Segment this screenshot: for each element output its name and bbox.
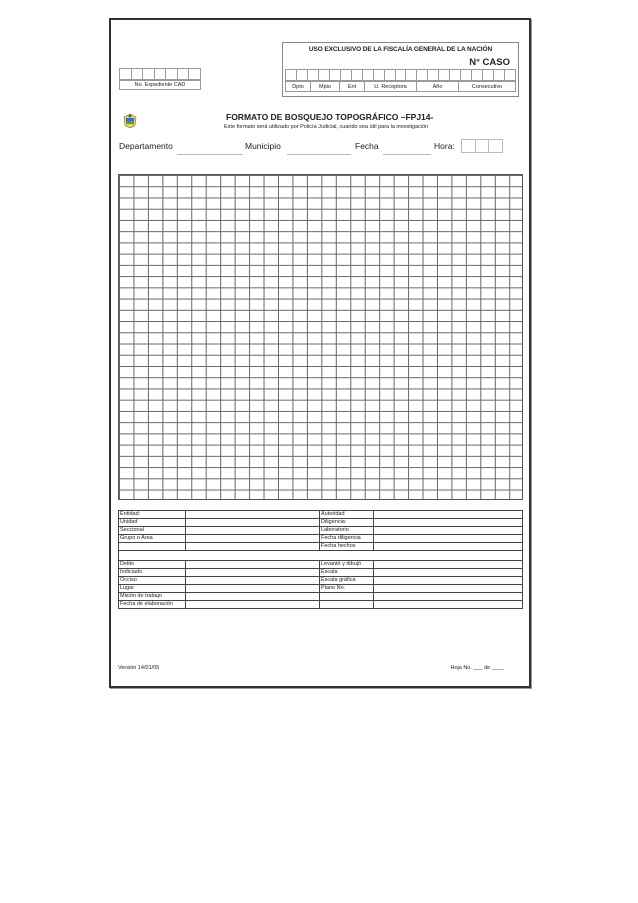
entry-cell[interactable] bbox=[186, 577, 320, 585]
row-label bbox=[320, 601, 374, 609]
form-title: FORMATO DE BOSQUEJO TOPOGRÁFICO –FPJ14- bbox=[226, 112, 434, 122]
entry-cell[interactable] bbox=[374, 527, 523, 535]
row-label: Seccional bbox=[119, 527, 186, 535]
hora-cells[interactable] bbox=[461, 139, 503, 153]
digit-cell[interactable] bbox=[329, 69, 340, 81]
hora-cell[interactable] bbox=[488, 139, 503, 153]
entry-cell[interactable] bbox=[186, 527, 320, 535]
version-label: Versión 14/01/05 bbox=[118, 665, 160, 671]
row-label: Occiso bbox=[119, 577, 186, 585]
row-label: Escala gráfica bbox=[320, 577, 374, 585]
digit-cell[interactable] bbox=[154, 68, 166, 80]
digit-cell[interactable] bbox=[482, 69, 493, 81]
row-label: Levantó y dibujó bbox=[320, 561, 374, 569]
digit-cell[interactable] bbox=[373, 69, 384, 81]
caso-field-labels bbox=[285, 81, 516, 92]
row-label: Grupo o Area bbox=[119, 535, 186, 543]
entry-cell[interactable] bbox=[186, 585, 320, 593]
field-label-u-receptora: U. Receptora bbox=[364, 81, 416, 92]
row-label: Fecha hechos bbox=[320, 543, 374, 551]
row-label: Laboratorio bbox=[320, 527, 374, 535]
entry-cell[interactable] bbox=[374, 511, 523, 519]
entry-cell[interactable] bbox=[374, 543, 523, 551]
sketch-grid[interactable] bbox=[118, 174, 523, 500]
fecha-field[interactable] bbox=[383, 154, 431, 155]
row-label: Unidad bbox=[119, 519, 186, 527]
fiscalia-box bbox=[282, 42, 519, 97]
digit-cell[interactable] bbox=[438, 69, 449, 81]
row-label: Fecha de elaboración bbox=[119, 601, 186, 609]
table-row bbox=[119, 543, 523, 551]
hora-cell[interactable] bbox=[461, 139, 475, 153]
row-label: Delito bbox=[119, 561, 186, 569]
form-sheet bbox=[109, 18, 531, 688]
info-table bbox=[118, 510, 523, 609]
table-row bbox=[119, 527, 523, 535]
entry-cell[interactable] bbox=[374, 585, 523, 593]
entry-cell[interactable] bbox=[186, 561, 320, 569]
digit-cell[interactable] bbox=[362, 69, 373, 81]
municipio-label: Municipio bbox=[245, 141, 281, 151]
digit-cell[interactable] bbox=[384, 69, 395, 81]
entry-cell[interactable] bbox=[186, 535, 320, 543]
fecha-label: Fecha bbox=[355, 141, 379, 151]
digit-cell[interactable] bbox=[165, 68, 177, 80]
departamento-field[interactable] bbox=[177, 154, 243, 155]
digit-cell[interactable] bbox=[504, 69, 516, 81]
table-row bbox=[119, 511, 523, 519]
caso-label: N° CASO bbox=[469, 57, 510, 68]
digit-cell[interactable] bbox=[351, 69, 362, 81]
row-label: Plano No. bbox=[320, 585, 374, 593]
digit-cell[interactable] bbox=[177, 68, 189, 80]
table-row bbox=[119, 601, 523, 609]
digit-cell[interactable] bbox=[405, 69, 416, 81]
digit-cell[interactable] bbox=[471, 69, 482, 81]
table-row bbox=[119, 569, 523, 577]
spacer-cell bbox=[119, 551, 523, 561]
digit-cell[interactable] bbox=[493, 69, 504, 81]
digit-cell[interactable] bbox=[416, 69, 427, 81]
table-row bbox=[119, 561, 523, 569]
field-label-dpto: Dpto bbox=[285, 81, 310, 92]
entry-cell[interactable] bbox=[374, 535, 523, 543]
row-label: Diligencia: bbox=[320, 519, 374, 527]
colombia-coat-of-arms-icon bbox=[121, 113, 139, 131]
hora-label: Hora: bbox=[434, 141, 455, 151]
entry-cell[interactable] bbox=[374, 569, 523, 577]
digit-cell[interactable] bbox=[188, 68, 201, 80]
entry-cell[interactable] bbox=[374, 577, 523, 585]
field-label-mpio: Mpio bbox=[310, 81, 339, 92]
digit-cell[interactable] bbox=[131, 68, 143, 80]
hora-cell[interactable] bbox=[475, 139, 489, 153]
digit-cell[interactable] bbox=[285, 69, 296, 81]
entry-cell[interactable] bbox=[186, 511, 320, 519]
entry-cell[interactable] bbox=[374, 601, 523, 609]
form-subtitle: Este formato será utilizado por Policía Judicial, cuando sea útil para la investigación bbox=[224, 124, 429, 130]
digit-cell[interactable] bbox=[427, 69, 438, 81]
caso-number-cells[interactable] bbox=[285, 69, 516, 81]
digit-cell[interactable] bbox=[307, 69, 318, 81]
table-row bbox=[119, 585, 523, 593]
row-label bbox=[119, 543, 186, 551]
entry-cell[interactable] bbox=[186, 601, 320, 609]
entry-cell[interactable] bbox=[186, 569, 320, 577]
digit-cell[interactable] bbox=[142, 68, 154, 80]
row-label: Fecha diligencia bbox=[320, 535, 374, 543]
row-label: Lugar bbox=[119, 585, 186, 593]
field-label-consecutivo: Consecutivo bbox=[458, 81, 516, 92]
field-label-ano: Año bbox=[416, 81, 458, 92]
table-row bbox=[119, 519, 523, 527]
entry-cell[interactable] bbox=[374, 561, 523, 569]
cad-label: No. Expediente CAD bbox=[119, 80, 201, 90]
digit-cell[interactable] bbox=[318, 69, 329, 81]
digit-cell[interactable] bbox=[449, 69, 460, 81]
table-row bbox=[119, 593, 523, 601]
digit-cell[interactable] bbox=[296, 69, 307, 81]
row-label: Misión de trabajo bbox=[119, 593, 186, 601]
entry-cell[interactable] bbox=[186, 519, 320, 527]
cad-number-cells[interactable] bbox=[119, 68, 201, 80]
row-label: Entidad: bbox=[119, 511, 186, 519]
municipio-field[interactable] bbox=[287, 154, 351, 155]
row-label: Indiciado bbox=[119, 569, 186, 577]
row-label: Autoridad bbox=[320, 511, 374, 519]
entry-cell[interactable] bbox=[374, 593, 523, 601]
page-number-label: Hoja No. ___ de ____ bbox=[450, 665, 504, 671]
row-label: Escala bbox=[320, 569, 374, 577]
fiscalia-title: USO EXCLUSIVO DE LA FISCALÍA GENERAL DE LA NACIÓN bbox=[308, 46, 493, 53]
departamento-label: Departamento bbox=[119, 141, 173, 151]
entry-cell[interactable] bbox=[186, 593, 320, 601]
table-row bbox=[119, 577, 523, 585]
row-label bbox=[320, 593, 374, 601]
digit-cell[interactable] bbox=[340, 69, 351, 81]
entry-cell[interactable] bbox=[186, 543, 320, 551]
table-row bbox=[119, 535, 523, 543]
entry-cell[interactable] bbox=[374, 519, 523, 527]
table-spacer-row bbox=[119, 551, 523, 561]
digit-cell[interactable] bbox=[395, 69, 406, 81]
field-label-ent: Ent bbox=[339, 81, 364, 92]
digit-cell[interactable] bbox=[119, 68, 131, 80]
digit-cell[interactable] bbox=[460, 69, 471, 81]
